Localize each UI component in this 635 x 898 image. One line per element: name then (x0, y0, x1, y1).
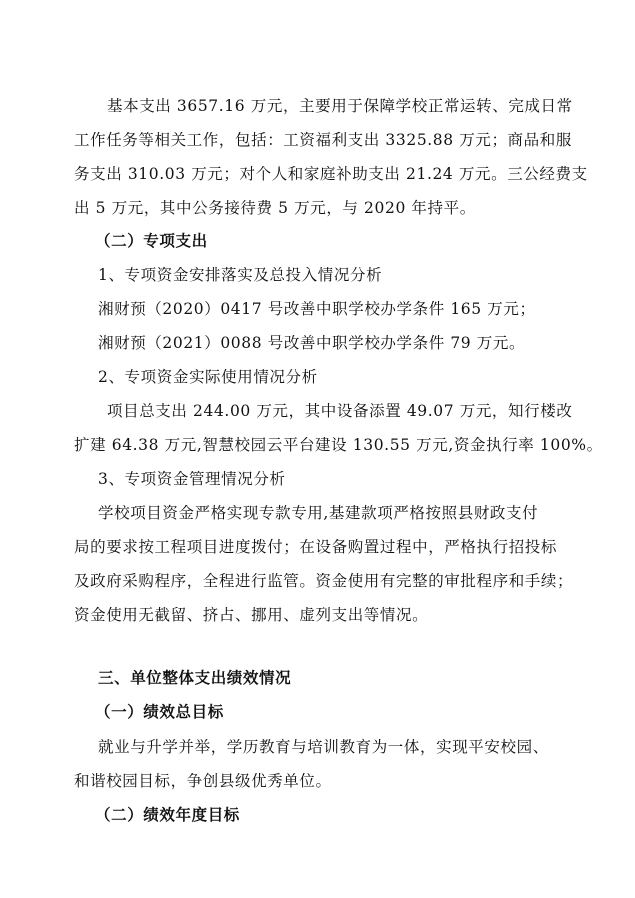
annual-goal-heading: （二）绩效年度目标 (95, 806, 240, 824)
special-item-3-title: 3、专项资金管理情况分析 (98, 470, 286, 488)
special-item-3-line-3: 及政府采购程序，全程进行监管。资金使用有完整的审批程序和手续； (74, 572, 574, 590)
basic-expense-line-1: 基本支出 3657.16 万元，主要用于保障学校正常运转、完成日常 (107, 97, 573, 115)
basic-expense-line-3: 务支出 310.03 万元；对个人和家庭补助支出 21.24 万元。三公经费支 (74, 165, 588, 183)
special-item-1-line-2: 湘财预（2021）0088 号改善中职学校办学条件 79 万元。 (98, 334, 526, 352)
section-3-heading: 三、单位整体支出绩效情况 (98, 669, 292, 687)
special-item-1-line-1: 湘财预（2020）0417 号改善中职学校办学条件 165 万元； (98, 300, 536, 318)
special-item-2-line-1: 项目总支出 244.00 万元，其中设备添置 49.07 万元，知行楼改 (107, 402, 573, 420)
special-item-2-title: 2、专项资金实际使用情况分析 (98, 368, 318, 386)
performance-goal-heading: （一）绩效总目标 (95, 703, 224, 721)
performance-goal-line-1: 就业与升学并举，学历教育与培训教育为一体，实现平安校园、 (98, 738, 549, 756)
special-expense-heading: （二）专项支出 (95, 232, 208, 250)
special-item-3-line-2: 局的要求按工程项目进度拨付；在设备购置过程中，严格执行招投标 (74, 538, 558, 556)
special-item-3-line-4: 资金使用无截留、挤占、挪用、虚列支出等情况。 (74, 606, 429, 624)
basic-expense-line-2: 工作任务等相关工作，包括：工资福利支出 3325.88 万元；商品和服 (74, 131, 572, 149)
performance-goal-line-2: 和谐校园目标，争创县级优秀单位。 (74, 772, 332, 790)
special-item-1-title: 1、专项资金安排落实及总投入情况分析 (98, 266, 383, 284)
special-item-2-line-2: 扩建 64.38 万元,智慧校园云平台建设 130.55 万元,资金执行率 100%。 (74, 436, 603, 454)
special-item-3-line-1: 学校项目资金严格实现专款专用,基建款项严格按照县财政支付 (98, 504, 539, 522)
basic-expense-line-4: 出 5 万元，其中公务接待费 5 万元，与 2020 年持平。 (74, 199, 476, 217)
